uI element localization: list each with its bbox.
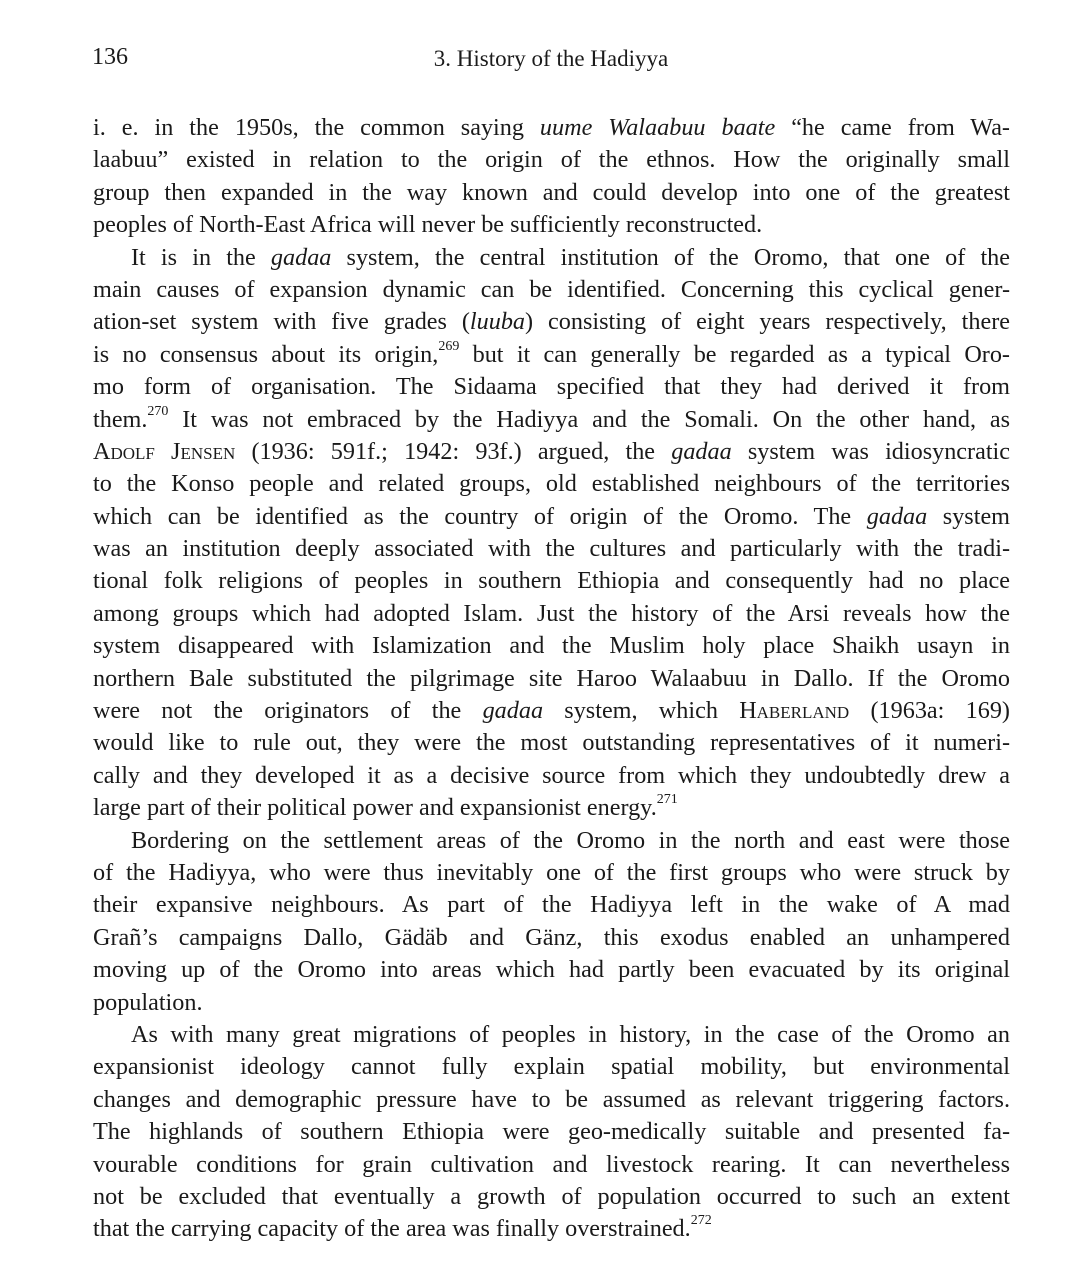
text-line: northern Bale substituted the pilgrimage site Haroo Walaabuu in Dallo. If the Oromo	[93, 664, 1010, 692]
text-line: would like to rule out, they were the most outstanding representatives of it numeri-	[93, 729, 1010, 757]
paragraph-start: It is in the gadaa system, the central institution of the Oromo, that one of the	[131, 243, 1010, 271]
text-line: peoples of North-East Africa will never be sufficiently reconstructed.	[93, 211, 763, 239]
text-line: laabuu” existed in relation to the origin of the ethnos. How the originally small	[93, 146, 1010, 174]
footnote-ref[interactable]: 270	[147, 403, 169, 419]
text-line: i. e. in the 1950s, the common saying uume Walaabuu baate “he came from Wa-	[93, 114, 1010, 141]
text-line: system disappeared with Islamization and the Muslim holy place Shaikh usayn in	[93, 632, 1010, 660]
text-line: cally and they developed it as a decisive source from which they undoubtedly drew a	[93, 761, 1010, 789]
text-line: Adolf Jensen (1936: 591f.; 1942: 93f.) argued, the gadaa system was idiosyncratic	[93, 437, 1010, 465]
paragraph-start: As with many great migrations of peoples in history, in the case of the Oromo an	[131, 1020, 1010, 1048]
text-line: moving up of the Oromo into areas which had partly been evacuated by its original	[93, 956, 1010, 984]
text-line: The highlands of southern Ethiopia were geo-medically suitable and presented fa-	[93, 1118, 1010, 1146]
footnote-ref[interactable]: 271	[656, 792, 678, 808]
text-line: was an institution deeply associated with the cultures and particularly with the tradi-	[93, 535, 1010, 563]
text-line: not be excluded that eventually a growth of population occurred to such an extent	[93, 1182, 1010, 1210]
text-line: were not the originators of the gadaa system, which Haberland (1963a: 169)	[93, 697, 1010, 725]
text-line: ation-set system with five grades (luuba) consisting of eight years respectively, there	[93, 308, 1010, 336]
text-line: among groups which had adopted Islam. Just the history of the Arsi reveals how the	[93, 599, 1010, 627]
text-line: mo form of organisation. The Sidaama specified that they had derived it from	[93, 373, 1010, 401]
text-line: population.	[93, 988, 203, 1016]
text-line: of the Hadiyya, who were thus inevitably one of the first groups who were struck by	[93, 858, 1010, 886]
text-line: to the Konso people and related groups, old established neighbours of the territories	[93, 470, 1010, 498]
page-number: 136	[92, 44, 128, 70]
text-line: Grañ’s campaigns Dallo, Gädäb and Gänz, this exodus enabled an unhampered	[93, 923, 1010, 951]
text-line: changes and demographic pressure have to be assumed as relevant triggering factors.	[93, 1085, 1010, 1113]
body-text	[93, 112, 1010, 1246]
text-line: large part of their political power and expansionist energy.$^{271}$	[93, 792, 678, 822]
text-line: which can be identified as the country of origin of the Oromo. The gadaa system	[93, 502, 1010, 530]
footnote-ref[interactable]: 272	[690, 1213, 712, 1229]
text-line: their expansive neighbours. As part of the Hadiyya left in the wake of A mad	[93, 891, 1010, 919]
text-line: vourable conditions for grain cultivation and livestock rearing. It can nevertheless	[93, 1150, 1010, 1178]
text-line: expansionist ideology cannot fully explain spatial mobility, but environmental	[93, 1053, 1010, 1081]
text-line: that the carrying capacity of the area was finally overstrained.$^{272}$	[93, 1213, 712, 1243]
text-line: is no consensus about its origin,$^{269}$ but it can generally be regarded as a typical Oro-	[93, 338, 1010, 368]
running-head: 3. History of the Hadiyya	[433, 46, 669, 71]
text-line: tional folk religions of peoples in southern Ethiopia and consequently had no place	[93, 567, 1010, 595]
paragraph-start: Bordering on the settlement areas of the Oromo in the north and east were those	[131, 826, 1010, 854]
text-line: them.$^{270}$ It was not embraced by the Hadiyya and the Somali. On the other hand, as	[93, 403, 1010, 433]
text-line: main causes of expansion dynamic can be identified. Concerning this cyclical gener-	[93, 275, 1010, 303]
text-line: group then expanded in the way known and could develop into one of the greatest	[93, 178, 1010, 206]
page-header	[92, 38, 1010, 78]
footnote-ref[interactable]: 269	[438, 338, 460, 354]
